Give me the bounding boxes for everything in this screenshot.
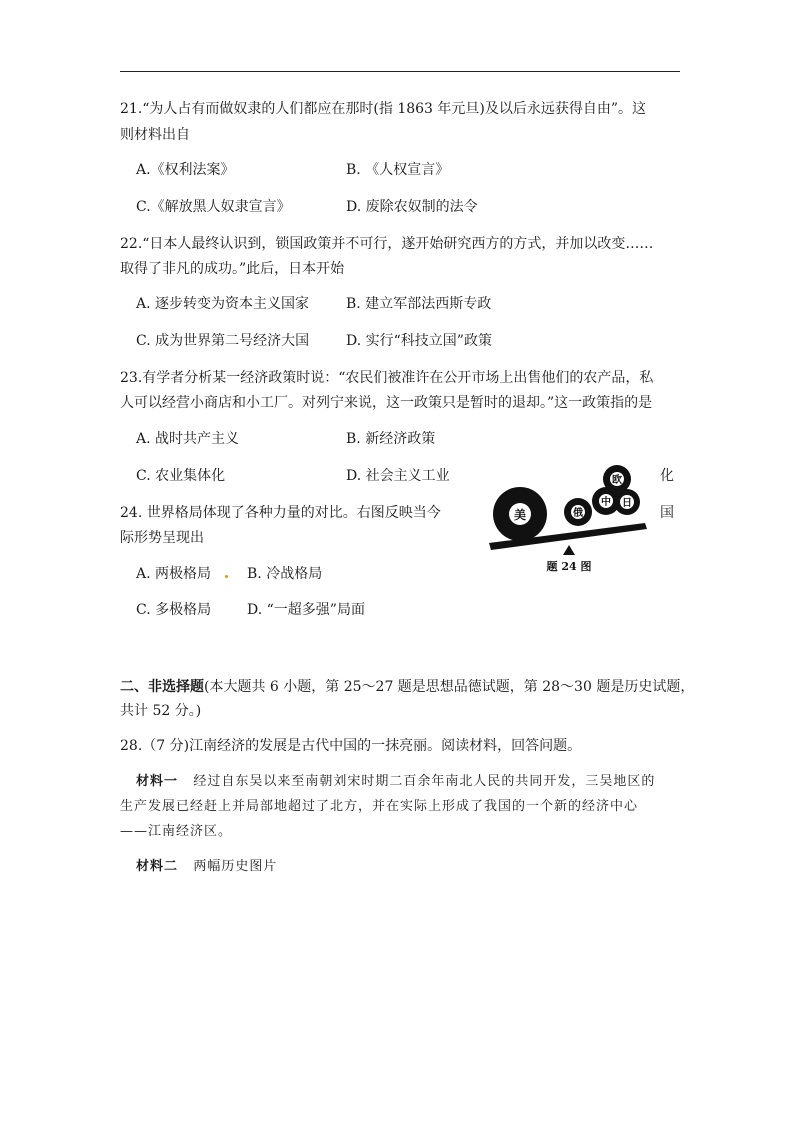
q23-option-d-tail: 化 [660,468,674,484]
q23-stem-line1: 23.有学者分析某一经济政策时说：“农民们被准许在公开市场上出售他们的农产品，私 [120,370,654,386]
material2-text: 两幅历史图片 [193,859,278,874]
q28-stem: 28.（7 分)江南经济的发展是古代中国的一抹亮丽。阅读材料，回答问题。 [120,738,582,754]
q24-stem-line2: 际形势呈现出 [120,530,204,546]
q23-stem-line2: 人可以经营小商店和小工厂。对列宁来说，这一政策只是暂时的退却。”这一政策指的是 [120,395,653,411]
stray-dot [225,575,228,578]
q28-material2-line [136,857,277,877]
q28-material1-line1 [136,772,655,792]
q24-option-b: B. 冷战格局 [247,566,323,582]
q24-stem-line1: 24. 世界格局体现了各种力量的对比。右图反映当今 [120,505,441,521]
balance-scale-figure [487,463,649,575]
q24-option-a: A. 两极格局 [136,566,212,582]
q22-option-d: D. 实行“科技立国”政策 [346,333,492,349]
q23-option-a: A. 战时共产主义 [136,431,240,447]
q22-stem-line1: 22.“日本人最终认识到，锁国政策并不可行，遂开始研究西方的方式，并加以改变…… [120,236,654,252]
q21-stem-line2: 则材料出自 [120,127,190,143]
section2-note-line1: (本大题共 6 小题，第 25～27 题是思想品德试题，第 28～30 题是历史试题， [204,679,695,695]
ball-label-china: 中 [601,497,611,508]
q23-option-c: C. 农业集体化 [136,468,226,484]
ball-label-japan: 日 [622,498,632,509]
ball-label-usa: 美 [513,508,527,522]
q21-option-c: C.《解放黑人奴隶宣言》 [136,199,291,215]
balance-scale-illustration [487,463,649,575]
section2-heading-line [120,677,694,697]
q23-option-b: B. 新经济政策 [346,431,436,447]
q24-stem-line1-tail: 国 [660,505,674,521]
section2-note-line2: 共计 52 分。) [120,703,202,719]
ball-label-russia: 俄 [573,508,583,519]
q23-option-d: D. 社会主义工业 [346,468,450,484]
material2-label: 材料二 [136,859,179,874]
material1-label: 材料一 [136,774,179,789]
q22-stem-line2: 取得了非凡的成功。”此后，日本开始 [120,261,345,277]
q28-material1-line3: ——江南经济区。 [120,824,233,839]
q21-option-d: D. 废除农奴制的法令 [346,199,478,215]
q22-option-a: A. 逐步转变为资本主义国家 [136,296,310,312]
ball-label-europe: 欧 [612,475,622,486]
header-rule [120,71,680,72]
section2-heading: 二、非选择题 [120,679,204,695]
q21-stem-line1: 21.“为人占有而做奴隶的人们都应在那时(指 1863 年元旦)及以后永远获得自由”。这 [120,101,647,117]
q21-option-a: A.《权利法案》 [136,162,235,178]
q28-material1-line2: 生产发展已经赶上并局部地超过了北方，并在实际上形成了我国的一个新的经济中心 [120,799,639,814]
q22-option-c: C. 成为世界第二号经济大国 [136,333,310,349]
q24-option-d: D. “一超多强”局面 [247,602,365,618]
q24-option-c: C. 多极格局 [136,602,212,618]
material1-text1: 经过自东吴以来至南朝刘宋时期二百余年南北人民的共同开发，三吴地区的 [193,774,656,789]
q21-option-b: B. 《人权宣言》 [346,162,450,178]
q22-option-b: B. 建立军部法西斯专政 [346,296,492,312]
figure-caption: 题 24 图 [546,560,592,573]
